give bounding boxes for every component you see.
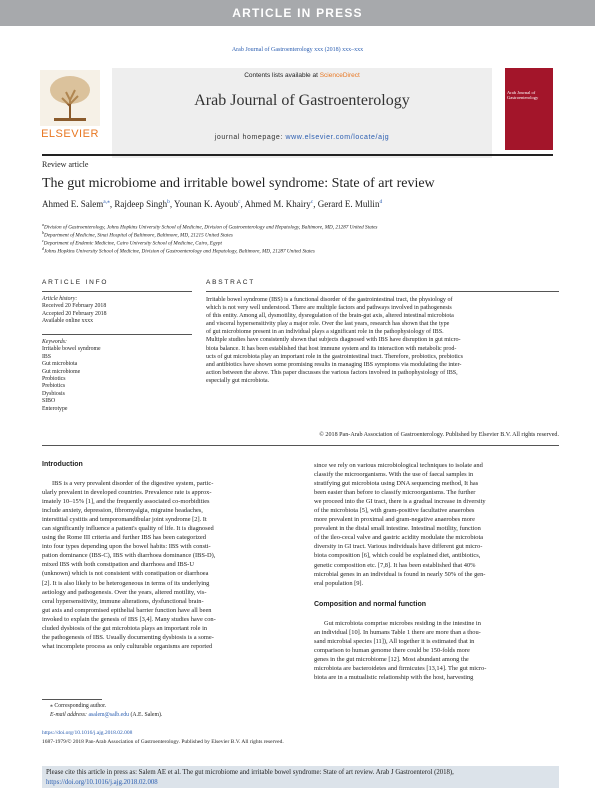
aff-text: Division of Gastroenterology, Johns Hopkins University School of Medicine, Division of Gastroenterology and Hepatology, Baltimore, MD, 21287 United States bbox=[44, 224, 378, 231]
keyword: IBS bbox=[42, 353, 52, 360]
abstract-line: especially gut microbiota. bbox=[206, 377, 270, 384]
composition-heading: Composition and normal function bbox=[314, 601, 426, 608]
contents-line bbox=[112, 72, 492, 79]
article-title: The gut microbiome and irritable bowel syndrome: State of art review bbox=[42, 176, 435, 191]
body-line: can significantly influence a patient's quality of life. It is diagnosed bbox=[42, 525, 214, 533]
abstract-bottom-rule bbox=[42, 445, 559, 446]
author-name: Ahmed E. Salem bbox=[42, 199, 104, 209]
body-line: include anxiety, depression, fibromyalgia, migraine headaches, bbox=[42, 507, 203, 515]
body-line: more prevalent in proximal and gram-negative anaerobes more bbox=[314, 516, 475, 524]
body-line: biota composition [6], which could be explained diet, antibiotics, bbox=[314, 552, 481, 560]
abstract-line: which is not very well understood. There are multiple factors and pathways involved in pathogenesis bbox=[206, 305, 452, 312]
citation-box bbox=[42, 766, 559, 788]
doi-link[interactable]: https://doi.org/10.1016/j.ajg.2018.02.008 bbox=[42, 730, 133, 736]
keyword: Gut microbiota bbox=[42, 361, 78, 368]
keyword: SIBO bbox=[42, 398, 56, 405]
body-line: interstitial cystitis and temporomandibular joint syndrome [2]. It bbox=[42, 516, 207, 524]
info-rule bbox=[42, 291, 192, 292]
body-line: IBS is a very prevalent disorder of the digestive system, partic- bbox=[52, 480, 214, 487]
author-sup[interactable]: a,⁎ bbox=[103, 199, 110, 205]
cover-title: Arab Journal of Gastroenterology bbox=[507, 90, 539, 100]
right-column-bottom bbox=[314, 619, 554, 682]
body-line: [2]. It is also likely to be heterogeneous in terms of its underlying bbox=[42, 579, 210, 587]
journal-homepage bbox=[112, 134, 492, 141]
history-item: Available online xxxx bbox=[42, 318, 94, 325]
homepage-link[interactable]: www.elsevier.com/locate/ajg bbox=[285, 134, 390, 141]
aff-text: Johns Hopkins University School of Medicine, Division of Gastroenterology and Hepatology, Baltimore, MD, 21287 United States bbox=[44, 248, 315, 255]
author-sup[interactable]: b bbox=[167, 199, 170, 205]
body-line: pation dominance (IBS-C), IBS with diarrhoea dominance (IBS-D), bbox=[42, 552, 216, 560]
email-footnote bbox=[50, 712, 162, 718]
body-line: stratifying gut microbiota using DNA sequencing method, It has bbox=[314, 480, 479, 488]
abstract-heading: ABSTRACT bbox=[206, 279, 256, 286]
journal-reference[interactable]: Arab Journal of Gastroenterology xxx (2018) xxx–xxx bbox=[231, 47, 364, 53]
author-name: Gerard E. Mullin bbox=[317, 199, 380, 209]
issn-line: 1687-1979/© 2018 Pan-Arab Association of Gastroenterology. Published by Elsevier B.V. All rights reserved. bbox=[42, 739, 284, 745]
history-item: Accepted 20 February 2018 bbox=[42, 310, 107, 317]
introduction-heading: Introduction bbox=[42, 461, 83, 468]
author-list: Ahmed E. Salem$^{a,⁎}$, Rajdeep Singh$^b$, Younan K. Ayoub$^c$, Ahmed M. Khairy$^c$, Gerard E. Mullin$^d$ bbox=[42, 199, 383, 209]
body-line: microbiota are bacteroidetes and firmicutes [13,14]. The gut micro- bbox=[314, 665, 487, 673]
body-line: diversity in GI tract. Various individuals have different gut micro- bbox=[314, 543, 483, 551]
journal-title: Arab Journal of Gastroenterology bbox=[194, 92, 410, 109]
body-line: biota are in a mutualistic relationship with the host, harvesting bbox=[314, 674, 474, 682]
body-line: eral population [9]. bbox=[314, 579, 364, 587]
aff-text: Department of Medicine, Sinai Hospital of Baltimore, Baltimore, MD, 21215 United States bbox=[44, 232, 233, 239]
corresponding-author: ⁎ Corresponding author. bbox=[50, 703, 107, 709]
publisher-name: ELSEVIER bbox=[41, 128, 99, 140]
body-line: we proceed into the GI tract, there is a gradual increase in diversity bbox=[314, 498, 486, 506]
homepage-prefix: journal homepage: bbox=[214, 134, 286, 141]
body-line: (unknown) which is not consistent with constipation or diarrhoea bbox=[42, 570, 209, 578]
body-line: classify the microorganisms. With the use of faecal samples in bbox=[314, 471, 474, 479]
header-rule bbox=[42, 154, 553, 156]
keyword: Irritable bowel syndrome bbox=[42, 346, 101, 353]
email-suffix: (A.E. Salem). bbox=[130, 712, 163, 718]
abstract-line: of gut microbiome present in an individual plays a significant role in the pathophysiology of IBS. bbox=[206, 329, 444, 336]
aff-text: Department of Endemic Medicine, Cairo University School of Medicine, Cairo, Egypt bbox=[43, 240, 222, 247]
body-line: comparison to human genome there could be 150-folds more bbox=[314, 647, 470, 655]
keyword: Gut microbiome bbox=[42, 368, 81, 375]
body-line: Gut microbiota comprise microbes residing in the intestine in bbox=[324, 620, 481, 627]
body-line: the pathogenesis of IBS. Usually documenting dysbiosis is a some- bbox=[42, 633, 214, 641]
body-line: sand microbial species [11]), All together it is estimated that in bbox=[314, 638, 475, 646]
abstract-line: action between the above. This paper discusses the various factors involved in pathophysiology of IBS, bbox=[206, 369, 458, 376]
contents-prefix: Contents lists available at bbox=[244, 72, 320, 79]
author-name: Ahmed M. Khairy bbox=[244, 199, 311, 209]
abstract-rule bbox=[206, 291, 559, 292]
footnote-rule bbox=[42, 699, 102, 700]
body-line: prevalent in the distal small intestine. Intestinal motility, function bbox=[314, 525, 481, 533]
sciencedirect-link[interactable]: ScienceDirect bbox=[319, 72, 360, 79]
author-name: Rajdeep Singh bbox=[114, 199, 168, 209]
left-column bbox=[42, 479, 282, 651]
keyword: Probiotics bbox=[42, 376, 66, 383]
cite-doi-link[interactable]: https://doi.org/10.1016/j.ajg.2018.02.008 bbox=[46, 778, 158, 786]
body-line: imately 10–15% [1], and the frequently associated co-morbidities bbox=[42, 498, 210, 506]
body-line: an individual [10]. In humans Table 1 there are more than a thou- bbox=[314, 629, 481, 637]
article-info-heading: ARTICLE INFO bbox=[42, 279, 109, 286]
body-line: aetiology and pathogenesis. Over the years, altered motility, vis- bbox=[42, 588, 207, 596]
body-line: of the ileo-cecal valve and gastric acidity modulate the microbiota bbox=[314, 534, 484, 542]
abstract-line: Irritable bowel syndrome (IBS) is a functional disorder of the gastrointestinal tract, the physiology of bbox=[206, 297, 453, 303]
abstract-line: Multiple studies have consistently shown that subjects diagnosed with IBS have disruption in gut micro- bbox=[206, 337, 461, 344]
email-label: E-mail address: bbox=[50, 712, 87, 718]
article-type: Review article bbox=[42, 160, 89, 169]
body-line: microbial genes in an individual is found in nearly 50% of the gen- bbox=[314, 570, 486, 578]
aff-sup: d bbox=[42, 246, 44, 251]
keywords bbox=[42, 339, 101, 413]
email-link[interactable]: asalem@salb.edu bbox=[88, 712, 130, 718]
body-line: using the Rome III criteria and further IBS has been categorized bbox=[42, 534, 206, 542]
keyword: Enterotype bbox=[42, 405, 68, 412]
body-line: cluded dysbiosis of the gut microbiota plays an important role in bbox=[42, 624, 208, 632]
history-rule bbox=[42, 334, 192, 335]
author-name: Younan K. Ayoub bbox=[174, 199, 239, 209]
abstract-line: ucts of gut microbiota play an important role in the gastrointestinal tract. Therefore, probiotics, prebiotics bbox=[206, 353, 463, 360]
aff-sup: b bbox=[42, 230, 44, 235]
body-line: mixed IBS with both constipation and diarrhoea and IBS-U bbox=[42, 561, 194, 569]
body-line: since we rely on various microbiological techniques to isolate and bbox=[314, 462, 483, 469]
body-line: of the microbiota [5], with gram-positive facultative anaerobes bbox=[314, 507, 475, 515]
history-label: Article history: bbox=[42, 296, 78, 302]
keyword: Dysbiosis bbox=[42, 390, 65, 397]
cite-text: Please cite this article in press as: Salem AE et al. The gut microbiome and irritable bowel syndrome: State of art review. Arab J Gastroenterol (2018), bbox=[46, 769, 454, 776]
abstract-line: of this entity. Among all, dysmotility, dysregulation of the brain-gut axis, altered intestinal microbiota bbox=[206, 313, 454, 320]
body-line: invoked to explain the genesis of IBS [3,4]. Many studies have con- bbox=[42, 615, 216, 623]
abstract-line: and visceral hypersensitivity play a major role. Over the last years, research has shown that the type bbox=[206, 321, 450, 328]
affiliation bbox=[42, 246, 315, 255]
body-line: what incomplete process as only culturable organisms are reported bbox=[42, 642, 213, 650]
body-line: ularly prevalent in developed countries. Prevalence rate is approx- bbox=[42, 489, 212, 497]
journal-cover-thumbnail bbox=[505, 68, 553, 150]
author-sup[interactable]: c bbox=[238, 199, 241, 205]
body-line: genes in the gut microbiome [12]. Most abundant among the bbox=[314, 656, 469, 664]
body-line: genetic composition etc. [7,8]. It has been established that 40% bbox=[314, 561, 476, 569]
author-sup[interactable]: d bbox=[379, 199, 383, 205]
body-line: into four types depending upon the bowel habits: IBS with consti- bbox=[42, 543, 211, 551]
abstract-text bbox=[206, 296, 559, 385]
article-in-press-banner: ARTICLE IN PRESS bbox=[0, 0, 595, 26]
keyword: Prebiotics bbox=[42, 383, 66, 390]
author-sup[interactable]: c bbox=[310, 199, 314, 205]
history-item: Received 20 February 2018 bbox=[42, 303, 107, 310]
abstract-line: biota balance. It has been established that host immune system and its interaction with metabolic prod- bbox=[206, 345, 457, 352]
article-history bbox=[42, 296, 107, 326]
right-column-top bbox=[314, 461, 554, 588]
aff-sup: a bbox=[42, 222, 44, 227]
body-line: gut axis and compromised epithelial barrier function have all been bbox=[42, 606, 212, 614]
body-line: ceral hypersensitivity, immune alterations, dysfunctional brain- bbox=[42, 597, 204, 605]
journal-header-box bbox=[112, 68, 492, 158]
abstract-line: and antibiotics have shown some promising results in managing IBS symptoms via modulating the inter- bbox=[206, 361, 462, 368]
body-line: been easier than before to classify microorganisms. The further bbox=[314, 489, 476, 497]
keywords-label: Keywords: bbox=[42, 339, 67, 345]
abstract-copyright: © 2018 Pan-Arab Association of Gastroenterology. Published by Elsevier B.V. All rights reserved. bbox=[319, 432, 559, 438]
aff-sup: c bbox=[42, 238, 44, 243]
